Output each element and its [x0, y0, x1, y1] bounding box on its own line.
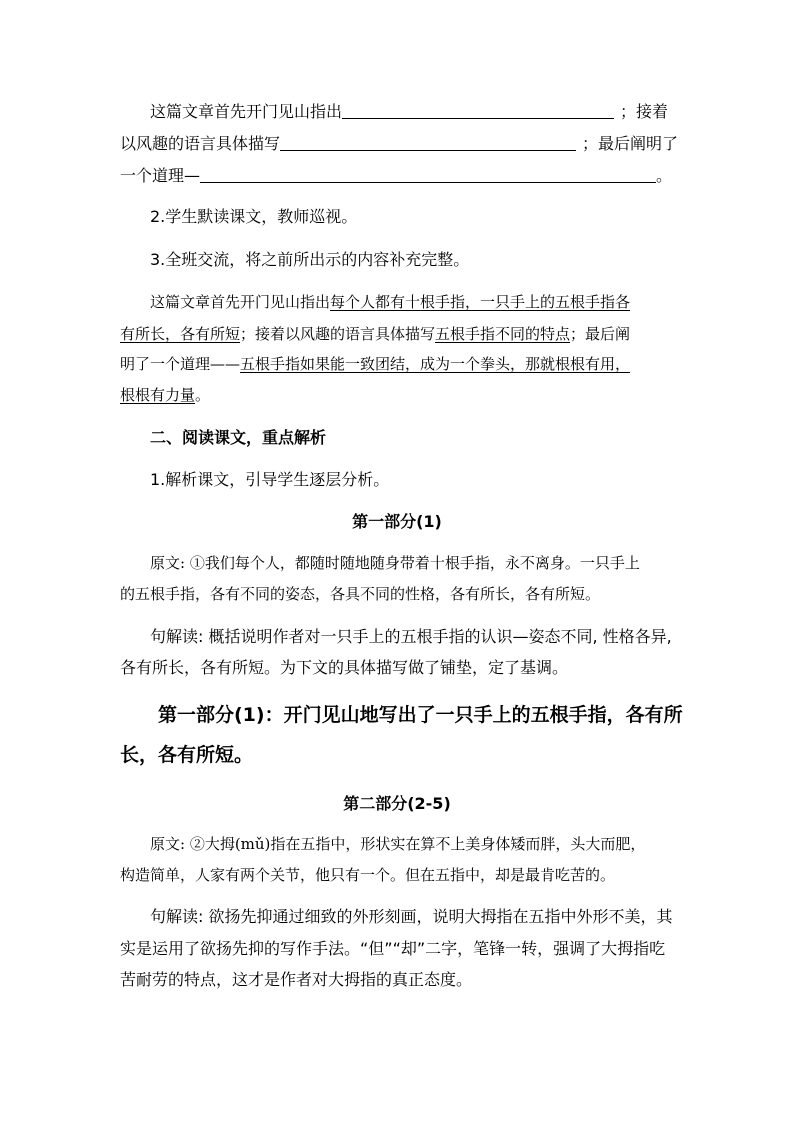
- part2-interpretation-line-3: 苦耐劳的特点，这才是作者对大拇指的真正态度。: [120, 970, 473, 989]
- answer-text: ；最后阐: [570, 325, 631, 343]
- intro-line-1: [150, 102, 668, 122]
- answer-underlined: 有所长，各有所短: [120, 325, 241, 343]
- part1-interpretation-line-1: 句解读: 概括说明作者对一只手上的五根手指的认识—姿态不同, 性格各异,: [150, 627, 672, 646]
- part1-original-line-1: 原文: ①我们每个人，都随时随地随身带着十根手指，永不离身。一只手上: [150, 554, 640, 572]
- part1-interpretation-line-2: 各有所长，各有所短。为下文的具体描写做了铺垫，定了基调。: [120, 658, 569, 677]
- section-step-1: 1.解析课文，引导学生逐层分析。: [150, 470, 390, 489]
- blank-line: [342, 102, 614, 119]
- answer-text: 这篇文章首先开门见山指出: [150, 293, 331, 311]
- answer-underlined: 五根手指不同的特点: [435, 325, 571, 343]
- section-heading: 二、阅读课文，重点解析: [150, 428, 327, 447]
- step-3: 3.全班交流，将之前所出示的内容补充完整。: [150, 250, 470, 269]
- intro-text: 以风趣的语言具体描写: [120, 134, 281, 153]
- intro-text: ；最后阐明了: [582, 134, 679, 153]
- answer-line-3: [120, 354, 630, 374]
- intro-text: ；接着: [620, 102, 669, 121]
- part1-title: 第一部分(1): [352, 512, 442, 531]
- part1-summary-line-2: 长，各有所短。: [120, 744, 254, 766]
- part1-original-line-2: 的五根手指，各有不同的姿态，各具不同的性格，各有所长，各有所短。: [120, 585, 601, 603]
- part1-summary-line-1: 第一部分(1)：开门见山地写出了一只手上的五根手指，各有所: [158, 704, 683, 726]
- answer-line-2: [120, 324, 630, 344]
- part2-original-line-1: 原文: ②大拇(mǔ)指在五指中，形状实在算不上美身体矮而胖，头大而肥，: [150, 835, 646, 853]
- intro-line-2: [120, 134, 678, 154]
- blank-line: [280, 134, 576, 151]
- blank-line: [200, 166, 656, 183]
- part2-interpretation-line-1: 句解读: 欲扬先抑通过细致的外形刻画，说明大拇指在五指中外形不美，其: [150, 907, 673, 926]
- answer-line-4: [120, 385, 210, 405]
- intro-text: 。: [656, 166, 673, 185]
- answer-line-1: [150, 292, 630, 312]
- part2-interpretation-line-2: 实是运用了欲扬先抑的写作手法。“但”“却”二字，笔锋一转，强调了大拇指吃: [120, 939, 666, 958]
- part2-title: 第二部分(2-5): [343, 794, 451, 813]
- intro-text: 一个道理—: [120, 166, 201, 185]
- intro-line-3: [120, 166, 672, 186]
- answer-underlined: 五根手指如果能一致团结，成为一个拳头，那就根根有用，: [240, 355, 631, 373]
- part2-original-line-2: 构造简单，人家有两个关节，他只有一个。但在五指中，却是最肯吃苦的。: [120, 866, 616, 884]
- answer-text: 明了一个道理——: [120, 355, 241, 373]
- answer-underlined: 根根有力量: [120, 386, 196, 404]
- answer-underlined: 每个人都有十根手指，一只手上的五根手指各: [330, 293, 631, 311]
- answer-text: 。: [195, 386, 211, 404]
- step-2: 2.学生默读课文，教师巡视。: [150, 207, 358, 226]
- intro-text: 这篇文章首先开门见山指出: [150, 102, 343, 121]
- answer-text: ；接着以风趣的语言具体描写: [240, 325, 436, 343]
